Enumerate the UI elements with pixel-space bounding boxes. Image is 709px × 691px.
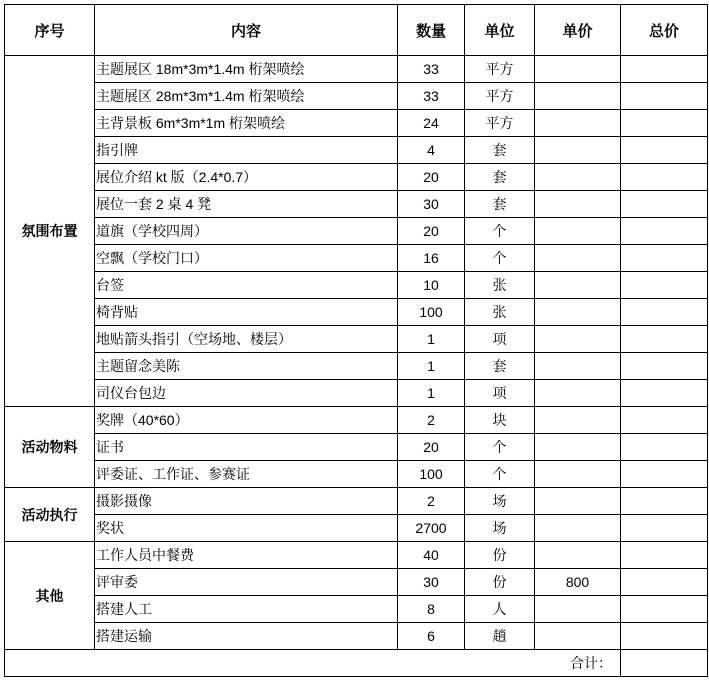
item-total-price: [621, 326, 708, 353]
group-label: 活动执行: [5, 488, 95, 542]
item-unit-price: [535, 542, 621, 569]
item-unit: 平方: [465, 56, 535, 83]
item-unit: 平方: [465, 110, 535, 137]
item-total-price: [621, 596, 708, 623]
item-content: 地贴箭头指引（空场地、楼层）: [95, 326, 398, 353]
item-content: 椅背贴: [95, 299, 398, 326]
item-content: 主背景板 6m*3m*1m 桁架喷绘: [95, 110, 398, 137]
table-row: [5, 299, 708, 326]
item-content: 搭建运输: [95, 623, 398, 650]
table-row: [5, 515, 708, 542]
item-total-price: [621, 515, 708, 542]
total-label: 合计：: [5, 650, 621, 677]
table-row: [5, 407, 708, 434]
table-row: [5, 272, 708, 299]
item-total-price: [621, 272, 708, 299]
item-unit: 趟: [465, 623, 535, 650]
item-unit-price: [535, 272, 621, 299]
item-unit-price: [535, 137, 621, 164]
item-content: 展位一套 2 桌 4 凳: [95, 191, 398, 218]
item-unit-price: 800: [535, 569, 621, 596]
item-total-price: [621, 353, 708, 380]
item-unit-price: [535, 488, 621, 515]
item-total-price: [621, 137, 708, 164]
item-unit-price: [535, 407, 621, 434]
item-content: 台签: [95, 272, 398, 299]
item-quantity: 1: [398, 326, 465, 353]
item-unit: 个: [465, 461, 535, 488]
item-unit-price: [535, 164, 621, 191]
total-row: [5, 650, 708, 677]
item-quantity: 2700: [398, 515, 465, 542]
item-unit-price: [535, 353, 621, 380]
item-quantity: 24: [398, 110, 465, 137]
table-row: [5, 137, 708, 164]
group-label: 氛围布置: [5, 56, 95, 407]
item-unit-price: [535, 434, 621, 461]
item-quantity: 1: [398, 353, 465, 380]
item-unit: 张: [465, 272, 535, 299]
item-content: 证书: [95, 434, 398, 461]
item-quantity: 2: [398, 407, 465, 434]
item-unit-price: [535, 380, 621, 407]
item-quantity: 33: [398, 83, 465, 110]
item-content: 指引牌: [95, 137, 398, 164]
table-row: [5, 245, 708, 272]
item-total-price: [621, 299, 708, 326]
item-unit-price: [535, 623, 621, 650]
table-row: [5, 542, 708, 569]
item-quantity: 30: [398, 191, 465, 218]
table-row: [5, 326, 708, 353]
group-label: 活动物料: [5, 407, 95, 488]
item-content: 道旗（学校四周）: [95, 218, 398, 245]
item-unit: 个: [465, 218, 535, 245]
item-unit-price: [535, 515, 621, 542]
item-unit: 场: [465, 515, 535, 542]
item-content: 司仪台包边: [95, 380, 398, 407]
item-unit: 套: [465, 353, 535, 380]
item-total-price: [621, 191, 708, 218]
item-quantity: 4: [398, 137, 465, 164]
quotation-table: [4, 4, 708, 677]
item-unit: 套: [465, 164, 535, 191]
item-unit: 个: [465, 434, 535, 461]
item-unit: 套: [465, 191, 535, 218]
item-total-price: [621, 623, 708, 650]
item-unit-price: [535, 110, 621, 137]
item-unit: 份: [465, 542, 535, 569]
item-quantity: 30: [398, 569, 465, 596]
item-unit: 份: [465, 569, 535, 596]
item-content: 主题展区 18m*3m*1.4m 桁架喷绘: [95, 56, 398, 83]
item-total-price: [621, 488, 708, 515]
table-row: [5, 488, 708, 515]
item-content: 工作人员中餐费: [95, 542, 398, 569]
table-row: [5, 461, 708, 488]
item-quantity: 20: [398, 164, 465, 191]
item-quantity: 40: [398, 542, 465, 569]
item-total-price: [621, 461, 708, 488]
header-index: 序号: [5, 5, 95, 56]
item-unit-price: [535, 299, 621, 326]
item-total-price: [621, 434, 708, 461]
table-row: [5, 218, 708, 245]
item-content: 奖牌（40*60）: [95, 407, 398, 434]
item-content: 评审委: [95, 569, 398, 596]
item-quantity: 8: [398, 596, 465, 623]
table-row: [5, 191, 708, 218]
item-quantity: 2: [398, 488, 465, 515]
table-row: [5, 596, 708, 623]
item-unit-price: [535, 83, 621, 110]
item-unit-price: [535, 245, 621, 272]
item-unit-price: [535, 596, 621, 623]
item-quantity: 6: [398, 623, 465, 650]
item-total-price: [621, 569, 708, 596]
item-total-price: [621, 83, 708, 110]
header-total-price: 总价: [621, 5, 708, 56]
header-row: [5, 5, 708, 56]
item-unit: 项: [465, 326, 535, 353]
table-row: [5, 83, 708, 110]
item-quantity: 16: [398, 245, 465, 272]
item-total-price: [621, 542, 708, 569]
header-content: 内容: [95, 5, 398, 56]
item-content: 评委证、工作证、参赛证: [95, 461, 398, 488]
item-unit: 块: [465, 407, 535, 434]
item-unit: 平方: [465, 83, 535, 110]
item-quantity: 100: [398, 461, 465, 488]
group-label: 其他: [5, 542, 95, 650]
table-row: [5, 380, 708, 407]
item-quantity: 20: [398, 434, 465, 461]
item-content: 主题留念美陈: [95, 353, 398, 380]
header-unit-price: 单价: [535, 5, 621, 56]
item-quantity: 33: [398, 56, 465, 83]
table-row: [5, 164, 708, 191]
header-quantity: 数量: [398, 5, 465, 56]
item-unit: 场: [465, 488, 535, 515]
item-total-price: [621, 380, 708, 407]
item-content: 展位介绍 kt 版（2.4*0.7）: [95, 164, 398, 191]
table-row: [5, 434, 708, 461]
item-content: 搭建人工: [95, 596, 398, 623]
item-unit: 项: [465, 380, 535, 407]
item-unit: 张: [465, 299, 535, 326]
item-unit-price: [535, 56, 621, 83]
item-unit-price: [535, 326, 621, 353]
item-total-price: [621, 407, 708, 434]
table-row: [5, 623, 708, 650]
table-row: [5, 569, 708, 596]
item-unit: 人: [465, 596, 535, 623]
table-row: [5, 110, 708, 137]
header-unit: 单位: [465, 5, 535, 56]
item-unit-price: [535, 461, 621, 488]
item-quantity: 20: [398, 218, 465, 245]
item-quantity: 1: [398, 380, 465, 407]
item-content: 主题展区 28m*3m*1.4m 桁架喷绘: [95, 83, 398, 110]
item-unit-price: [535, 191, 621, 218]
item-total-price: [621, 245, 708, 272]
total-value-cell: [621, 650, 708, 677]
item-total-price: [621, 164, 708, 191]
table-body: [5, 56, 708, 650]
table-row: [5, 353, 708, 380]
item-quantity: 10: [398, 272, 465, 299]
table-row: [5, 56, 708, 83]
item-unit: 套: [465, 137, 535, 164]
item-content: 摄影摄像: [95, 488, 398, 515]
item-quantity: 100: [398, 299, 465, 326]
item-total-price: [621, 218, 708, 245]
item-content: 空飘（学校门口）: [95, 245, 398, 272]
item-total-price: [621, 110, 708, 137]
item-unit: 个: [465, 245, 535, 272]
item-content: 奖状: [95, 515, 398, 542]
item-unit-price: [535, 218, 621, 245]
item-total-price: [621, 56, 708, 83]
